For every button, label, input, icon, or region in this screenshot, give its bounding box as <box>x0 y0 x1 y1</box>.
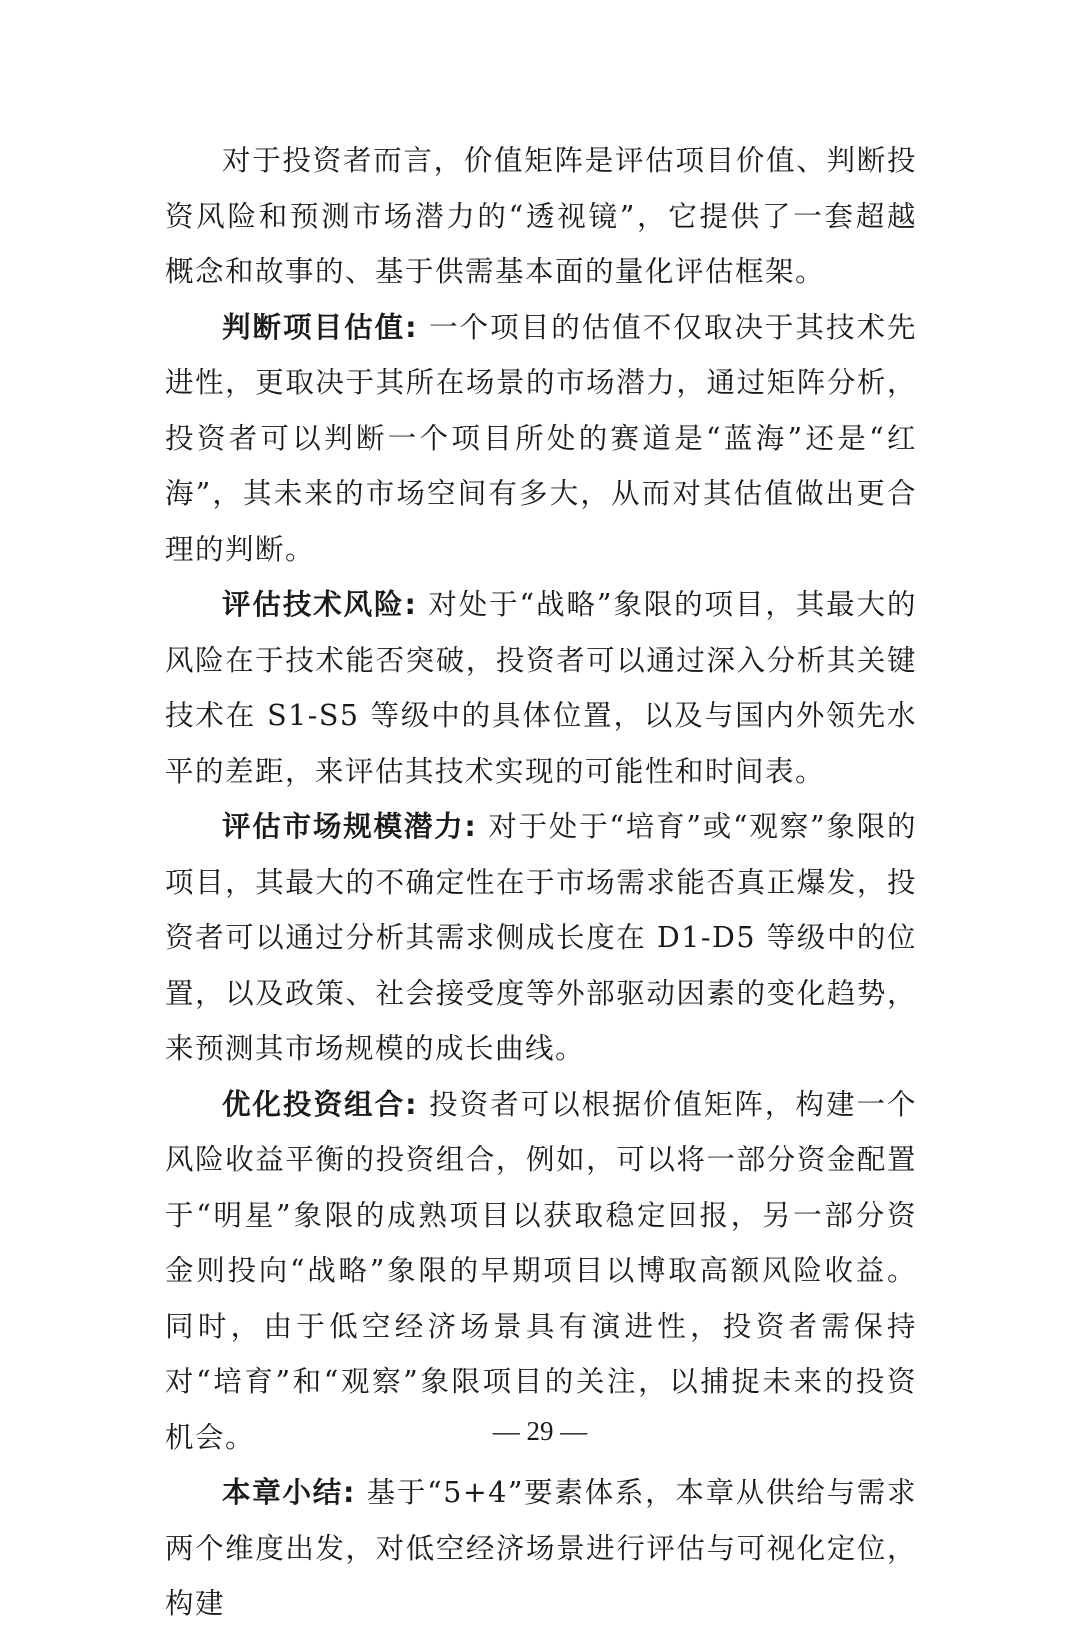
paragraph-heading: 本章小结: <box>222 1476 356 1509</box>
paragraph-text: 一个项目的估值不仅取决于其技术先进性，更取决于其所在场景的市场潜力，通过矩阵分析，投资者可以判断一个项目所处的赛道是“蓝海”还是“红海”，其未来的市场空间有多大，从而对其估值做出更合理的判断。 <box>165 310 917 566</box>
paragraph-text: 对于投资者而言，价值矩阵是评估项目价值、判断投资风险和预测市场潜力的“透视镜”，它提供了一套超越概念和故事的、基于供需基本面的量化评估框架。 <box>165 144 917 288</box>
paragraph-market-potential <box>165 799 917 1077</box>
paragraph-heading: 判断项目估值: <box>222 310 419 344</box>
page-number: — 29 — <box>492 1416 588 1446</box>
paragraph-intro <box>165 133 917 300</box>
body-text <box>165 133 917 1632</box>
paragraph-heading: 优化投资组合: <box>222 1087 419 1121</box>
paragraph-summary <box>165 1465 917 1632</box>
paragraph-text: 对处于“战略”象限的项目，其最大的风险在于技术能否突破，投资者可以通过深入分析其关键技术在 S1-S5 等级中的具体位置，以及与国内外领先水平的差距，来评估其技术实现的可能性和时间表。 <box>165 588 918 788</box>
paragraph-tech-risk <box>165 577 917 799</box>
paragraph-valuation <box>165 300 917 578</box>
paragraph-text: 投资者可以根据价值矩阵，构建一个风险收益平衡的投资组合，例如，可以将一部分资金配置于“明星”象限的成熟项目以获取稳定回报，另一部分资金则投向“战略”象限的早期项目以博取高额风险收益。同时，由于低空经济场景具有演进性，投资者需保持对“培育”和“观察”象限项目的关注，以捕捉未来的投资机会。 <box>165 1087 917 1454</box>
paragraph-text: 对于处于“培育”或“观察”象限的项目，其最大的不确定性在于市场需求能否真正爆发，投资者可以通过分析其需求侧成长度在 D1-D5 等级中的位置，以及政策、社会接受度等外部驱动因素的变化趋势，来预测其市场规模的成长曲线。 <box>165 810 918 1065</box>
paragraph-heading: 评估市场规模潜力: <box>222 810 478 843</box>
paragraph-portfolio <box>165 1077 917 1466</box>
paragraph-text: 基于“5+4”要素体系，本章从供给与需求两个维度出发，对低空经济场景进行评估与可视化定位，构建 <box>165 1476 917 1620</box>
paragraph-heading: 评估技术风险: <box>222 588 418 621</box>
